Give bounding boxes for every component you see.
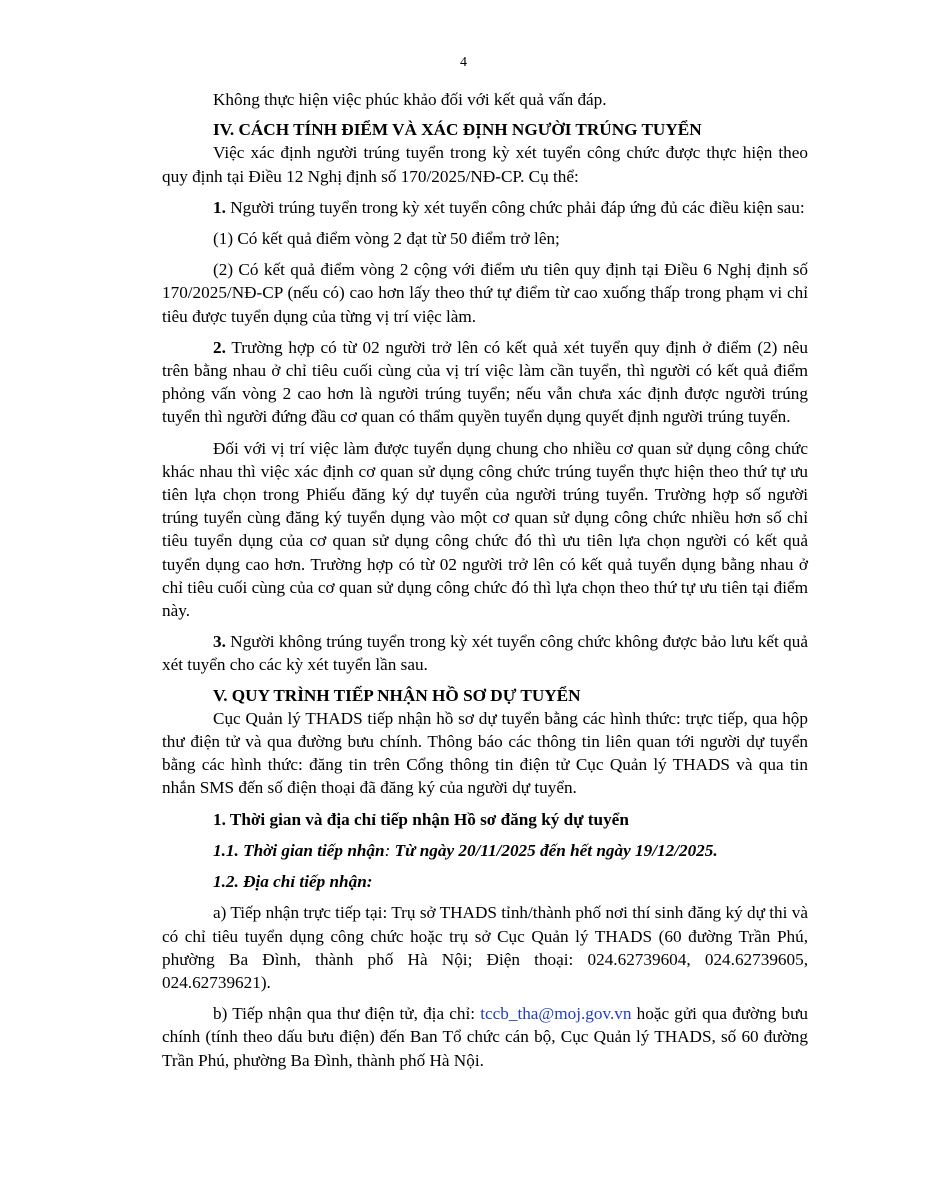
email-receipt-lead: b) Tiếp nhận qua thư điện tử, địa chỉ: xyxy=(213,1004,481,1024)
paragraph-item-1 xyxy=(162,196,808,219)
receive-time-colon: : xyxy=(384,840,391,860)
email-link[interactable]: tccb_tha@moj.gov.vn xyxy=(480,1004,632,1024)
paragraph-email-receipt xyxy=(162,1002,808,1072)
item-text: Người không trúng tuyển trong kỳ xét tuyển công chức không được bảo lưu kết quả xét tuyển cho các kỳ xét tuyển lần sau. xyxy=(162,632,808,675)
paragraph-receive-time xyxy=(162,839,808,862)
paragraph-condition-2: (2) Có kết quả điểm vòng 2 cộng với điểm ưu tiên quy định tại Điều 6 Nghị định số 170/2025/NĐ-CP (nếu có) cao hơn lấy theo thứ tự điểm từ cao xuống thấp trong phạm vi chỉ tiêu được tuyển dụng của từng vị trí việc làm. xyxy=(162,260,808,326)
item-number: 2. xyxy=(213,337,226,357)
item-text: Người trúng tuyển trong kỳ xét tuyển công chức phải đáp ứng đủ các điều kiện sau: xyxy=(225,197,805,217)
paragraph-direct-receipt: a) Tiếp nhận trực tiếp tại: Trụ sở THADS tỉnh/thành phố nơi thí sinh đăng ký dự thi và có chỉ tiêu tuyển dụng công chức hoặc trụ sở Cục Quản lý THADS (60 đường Trần Phú, phường Ba Đình, thành phố Hà Nội; Điện thoại: 024.62739604, 024.62739605, 024.62739621). xyxy=(162,903,808,992)
subheading-1: 1. Thời gian và địa chỉ tiếp nhận Hồ sơ đăng ký dự tuyển xyxy=(213,809,629,829)
receive-time-label: 1.1. Thời gian tiếp nhận xyxy=(213,840,385,860)
paragraph-no-review: Không thực hiện việc phúc khảo đối với kết quả vấn đáp. xyxy=(213,90,607,109)
item-text: Trường hợp có từ 02 người trở lên có kết quả xét tuyển quy định ở điểm (2) nêu trên bằng nhau ở chỉ tiêu cuối cùng của vị trí việc làm cần tuyển, thì người có kết quả điểm phỏng vấn vòng 2 cao hơn là người trúng tuyển; nếu vẫn chưa xác định được người trúng tuyển thì người đứng đầu cơ quan có thẩm quyền tuyển dụng quyết định người trúng tuyển. xyxy=(162,337,808,427)
paragraph-item-2 xyxy=(162,336,808,429)
section-heading-v: V. QUY TRÌNH TIẾP NHẬN HỒ SƠ DỰ TUYỂN xyxy=(213,685,581,705)
subheading-address: 1.2. Địa chỉ tiếp nhận: xyxy=(213,872,373,892)
email-receipt-tail: hoặc gửi qua đường bưu chính (tính theo dấu bưu điện) đến Ban Tổ chức cán bộ, Cục Quản lý THADS, số 60 đường Trần Phú, phường Ba Đình, thành phố Hà Nội. xyxy=(162,1004,809,1070)
paragraph-condition-1: (1) Có kết quả điểm vòng 2 đạt từ 50 điểm trở lên; xyxy=(213,229,560,249)
section-heading-iv: IV. CÁCH TÍNH ĐIỂM VÀ XÁC ĐỊNH NGƯỜI TRÚNG TUYỂN xyxy=(213,120,702,140)
paragraph-item-3 xyxy=(162,630,808,676)
page-number: 4 xyxy=(460,55,467,70)
paragraph-intro-iv: Việc xác định người trúng tuyển trong kỳ xét tuyển công chức được thực hiện theo quy định tại Điều 12 Nghị định số 170/2025/NĐ-CP. Cụ thể: xyxy=(162,143,808,186)
document-body xyxy=(162,88,808,1072)
paragraph-shared-positions: Đối với vị trí việc làm được tuyển dụng chung cho nhiều cơ quan sử dụng công chức khác nhau thì việc xác định cơ quan sử dụng công chức trúng tuyển thực hiện theo thứ tự ưu tiên lựa chọn trong Phiếu đăng ký dự tuyển của người trúng tuyển. Trường hợp số người trúng tuyển cùng đăng ký tuyển dụng vào một cơ quan sử dụng công chức nhiều hơn số chỉ tiêu tuyển dụng của cơ quan sử dụng công chức đó thì ưu tiên lựa chọn người có kết quả tuyển dụng cao hơn. Trường hợp có từ 02 người trở lên có kết quả tuyển dụng bằng nhau ở chỉ tiêu cuối cùng của cơ quan sử dụng công chức đó thì lựa chọn theo thứ tự ưu tiên tại điểm này. xyxy=(162,438,808,621)
item-number: 1. xyxy=(213,197,226,217)
receive-time-value: Từ ngày 20/11/2025 đến hết ngày 19/12/2025. xyxy=(390,840,718,860)
item-number: 3. xyxy=(213,632,226,652)
paragraph-intro-v: Cục Quản lý THADS tiếp nhận hồ sơ dự tuyển bằng các hình thức: trực tiếp, qua hộp thư điện tử và qua đường bưu chính. Thông báo các thông tin liên quan tới người dự tuyển bằng các hình thức: đăng tin trên Cổng thông tin điện tử Cục Quản lý THADS và qua tin nhắn SMS đến số điện thoại đã đăng ký của người dự tuyển. xyxy=(162,708,808,798)
